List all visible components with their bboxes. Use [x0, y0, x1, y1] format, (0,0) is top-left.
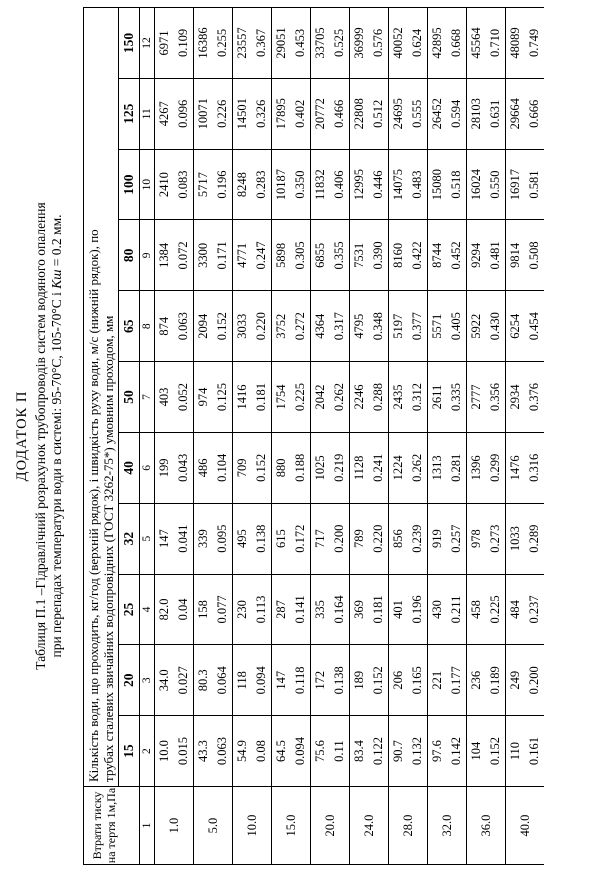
- flow-cell: 147: [155, 503, 175, 574]
- velocity-cell: 0.172: [291, 503, 311, 574]
- flow-cell: 1476: [506, 432, 526, 503]
- velocity-cell: 0.200: [525, 645, 544, 716]
- velocity-cell: 0.196: [213, 149, 233, 220]
- diameter-header-cell: 125: [119, 78, 140, 149]
- flow-cell: 3033: [233, 291, 253, 362]
- flow-cell: 2246: [350, 362, 370, 433]
- flow-cell: 4364: [311, 291, 331, 362]
- velocity-cell: 0.483: [408, 149, 428, 220]
- flow-cell: 48089: [506, 8, 526, 79]
- velocity-cell: 0.118: [291, 645, 311, 716]
- flow-cell: 335: [311, 574, 331, 645]
- velocity-cell: 0.710: [486, 8, 506, 79]
- velocity-cell: 0.453: [291, 8, 311, 79]
- velocity-cell: 0.094: [291, 716, 311, 787]
- velocity-cell: 0.164: [330, 574, 350, 645]
- velocity-cell: 0.043: [174, 432, 194, 503]
- column-number-cell: 3: [140, 645, 155, 716]
- flow-cell: 874: [155, 291, 175, 362]
- velocity-cell: 0.550: [486, 149, 506, 220]
- flow-cell: 104: [467, 716, 487, 787]
- flow-cell: 20772: [311, 78, 331, 149]
- flow-cell: 14075: [389, 149, 409, 220]
- flow-cell: 2435: [389, 362, 409, 433]
- flow-cell: 5898: [272, 220, 292, 291]
- flow-cell: 978: [467, 503, 487, 574]
- velocity-cell: 0.367: [252, 8, 272, 79]
- table-row-flow: [428, 8, 448, 865]
- flow-cell: 880: [272, 432, 292, 503]
- velocity-cell: 0.077: [213, 574, 233, 645]
- flow-cell: 2042: [311, 362, 331, 433]
- table-row-flow: [155, 8, 175, 865]
- flow-cell: 2094: [194, 291, 214, 362]
- table-row-flow: [311, 8, 331, 865]
- flow-cell: 10.0: [155, 716, 175, 787]
- flow-cell: 6971: [155, 8, 175, 79]
- flow-cell: 2934: [506, 362, 526, 433]
- velocity-cell: 0.350: [291, 149, 311, 220]
- column-number-cell: 1: [140, 787, 155, 865]
- flow-cell: 206: [389, 645, 409, 716]
- table-row-flow: [467, 8, 487, 865]
- velocity-cell: 0.247: [252, 220, 272, 291]
- velocity-cell: 0.402: [291, 78, 311, 149]
- flow-cell: 495: [233, 503, 253, 574]
- velocity-cell: 0.512: [369, 78, 389, 149]
- velocity-cell: 0.525: [330, 8, 350, 79]
- roughness-symbol: Кш: [49, 269, 64, 289]
- velocity-cell: 0.161: [525, 716, 544, 787]
- flow-cell: 10187: [272, 149, 292, 220]
- table-row-flow: [506, 8, 526, 865]
- velocity-cell: 0.125: [213, 362, 233, 433]
- column-number-cell: 6: [140, 432, 155, 503]
- flow-cell: 36999: [350, 8, 370, 79]
- pressure-loss-cell: 15.0: [272, 787, 311, 865]
- flow-cell: 45564: [467, 8, 487, 79]
- table-row-velocity: [447, 8, 467, 865]
- velocity-cell: 0.376: [525, 362, 544, 433]
- flow-cell: 5922: [467, 291, 487, 362]
- velocity-cell: 0.225: [291, 362, 311, 433]
- diameter-header-cell: 20: [119, 645, 140, 716]
- flow-cell: 1754: [272, 362, 292, 433]
- flow-cell: 1224: [389, 432, 409, 503]
- velocity-cell: 0.335: [447, 362, 467, 433]
- flow-cell: 9294: [467, 220, 487, 291]
- flow-cell: 8744: [428, 220, 448, 291]
- table-row-flow: [272, 8, 292, 865]
- caption-line-2-suffix: = 0.2 мм.: [49, 214, 64, 267]
- table-row-velocity: [525, 8, 544, 865]
- flow-description-line-2: трубах сталевих звичайних водопровідних (ГОСТ 3262-75*) умовним проходом, мм: [101, 315, 116, 782]
- velocity-cell: 0.283: [252, 149, 272, 220]
- flow-cell: 236: [467, 645, 487, 716]
- flow-cell: 97.6: [428, 716, 448, 787]
- velocity-cell: 0.220: [252, 291, 272, 362]
- pressure-loss-cell: 1.0: [155, 787, 194, 865]
- table-row-velocity: [252, 8, 272, 865]
- pressure-loss-cell: 36.0: [467, 787, 506, 865]
- velocity-cell: 0.181: [369, 574, 389, 645]
- title-block: [14, 0, 65, 872]
- velocity-cell: 0.555: [408, 78, 428, 149]
- table-row-velocity: [486, 8, 506, 865]
- flow-cell: 919: [428, 503, 448, 574]
- velocity-cell: 0.508: [525, 220, 544, 291]
- velocity-cell: 0.08: [252, 716, 272, 787]
- flow-cell: 221: [428, 645, 448, 716]
- flow-cell: 5571: [428, 291, 448, 362]
- flow-cell: 28103: [467, 78, 487, 149]
- flow-cell: 2410: [155, 149, 175, 220]
- velocity-cell: 0.189: [486, 645, 506, 716]
- diameter-header-cell: 150: [119, 8, 140, 79]
- flow-cell: 29051: [272, 8, 292, 79]
- flow-cell: 974: [194, 362, 214, 433]
- flow-cell: 110: [506, 716, 526, 787]
- flow-cell: 3752: [272, 291, 292, 362]
- table-caption-line-1: Таблиця П.1 –Гідравлічний розрахунок трубопроводів систем водяного опалення: [33, 202, 48, 670]
- velocity-cell: 0.171: [213, 220, 233, 291]
- velocity-cell: 0.141: [291, 574, 311, 645]
- pressure-loss-cell: 40.0: [506, 787, 545, 865]
- flow-cell: 118: [233, 645, 253, 716]
- velocity-cell: 0.220: [369, 503, 389, 574]
- flow-cell: 1025: [311, 432, 331, 503]
- velocity-cell: 0.749: [525, 8, 544, 79]
- velocity-cell: 0.317: [330, 291, 350, 362]
- flow-cell: 9814: [506, 220, 526, 291]
- flow-cell: 1033: [506, 503, 526, 574]
- velocity-cell: 0.165: [408, 645, 428, 716]
- table-row-flow: [350, 8, 370, 865]
- flow-cell: 789: [350, 503, 370, 574]
- velocity-cell: 0.430: [486, 291, 506, 362]
- velocity-cell: 0.152: [252, 432, 272, 503]
- velocity-cell: 0.406: [330, 149, 350, 220]
- diameter-header-cell: 15: [119, 716, 140, 787]
- flow-cell: 199: [155, 432, 175, 503]
- diameter-row: [119, 8, 140, 865]
- flow-cell: 40052: [389, 8, 409, 79]
- flow-cell: 26452: [428, 78, 448, 149]
- velocity-cell: 0.281: [447, 432, 467, 503]
- velocity-cell: 0.027: [174, 645, 194, 716]
- flow-cell: 369: [350, 574, 370, 645]
- velocity-cell: 0.138: [330, 645, 350, 716]
- table-row-velocity: [369, 8, 389, 865]
- flow-cell: 33705: [311, 8, 331, 79]
- velocity-cell: 0.237: [525, 574, 544, 645]
- flow-cell: 2611: [428, 362, 448, 433]
- pressure-loss-header: Втрати тиску на тертя 1м,Па: [84, 787, 140, 865]
- flow-cell: 856: [389, 503, 409, 574]
- table-caption-line-2: [49, 0, 65, 872]
- flow-cell: 16917: [506, 149, 526, 220]
- flow-cell: 717: [311, 503, 331, 574]
- velocity-cell: 0.356: [486, 362, 506, 433]
- flow-cell: 8160: [389, 220, 409, 291]
- flow-cell: 14501: [233, 78, 253, 149]
- flow-cell: 484: [506, 574, 526, 645]
- velocity-cell: 0.064: [213, 645, 233, 716]
- flow-description-line-1: Кількість води, що проходить, кг/год (верхній рядок), і швидкість руху води, м/с (нижній рядок), по: [86, 229, 101, 782]
- column-number-cell: 2: [140, 716, 155, 787]
- flow-cell: 7531: [350, 220, 370, 291]
- velocity-cell: 0.581: [525, 149, 544, 220]
- flow-cell: 23557: [233, 8, 253, 79]
- pressure-loss-cell: 10.0: [233, 787, 272, 865]
- flow-cell: 6254: [506, 291, 526, 362]
- pressure-loss-cell: 24.0: [350, 787, 389, 865]
- velocity-cell: 0.04: [174, 574, 194, 645]
- table-row-flow: [389, 8, 409, 865]
- flow-cell: 11832: [311, 149, 331, 220]
- velocity-cell: 0.631: [486, 78, 506, 149]
- flow-cell: 486: [194, 432, 214, 503]
- diameter-header-cell: 65: [119, 291, 140, 362]
- flow-cell: 17895: [272, 78, 292, 149]
- velocity-cell: 0.576: [369, 8, 389, 79]
- diameter-header-cell: 25: [119, 574, 140, 645]
- velocity-cell: 0.015: [174, 716, 194, 787]
- velocity-cell: 0.138: [252, 503, 272, 574]
- column-number-cell: 11: [140, 78, 155, 149]
- velocity-cell: 0.377: [408, 291, 428, 362]
- flow-cell: 709: [233, 432, 253, 503]
- velocity-cell: 0.316: [525, 432, 544, 503]
- flow-cell: 458: [467, 574, 487, 645]
- flow-cell: 54.9: [233, 716, 253, 787]
- flow-cell: 615: [272, 503, 292, 574]
- table-row-velocity: [330, 8, 350, 865]
- velocity-cell: 0.666: [525, 78, 544, 149]
- velocity-cell: 0.305: [291, 220, 311, 291]
- velocity-cell: 0.446: [369, 149, 389, 220]
- flow-cell: 249: [506, 645, 526, 716]
- flow-cell: 12995: [350, 149, 370, 220]
- table-row-flow: [194, 8, 214, 865]
- flow-cell: 75.6: [311, 716, 331, 787]
- velocity-cell: 0.052: [174, 362, 194, 433]
- flow-cell: 401: [389, 574, 409, 645]
- velocity-cell: 0.289: [525, 503, 544, 574]
- velocity-cell: 0.624: [408, 8, 428, 79]
- velocity-cell: 0.226: [213, 78, 233, 149]
- velocity-cell: 0.326: [252, 78, 272, 149]
- velocity-cell: 0.273: [486, 503, 506, 574]
- flow-cell: 4795: [350, 291, 370, 362]
- diameter-header-cell: 80: [119, 220, 140, 291]
- flow-cell: 10071: [194, 78, 214, 149]
- flow-cell: 230: [233, 574, 253, 645]
- velocity-cell: 0.177: [447, 645, 467, 716]
- velocity-cell: 0.181: [252, 362, 272, 433]
- column-number-cell: 12: [140, 8, 155, 79]
- velocity-cell: 0.132: [408, 716, 428, 787]
- flow-cell: 29664: [506, 78, 526, 149]
- flow-cell: 172: [311, 645, 331, 716]
- flow-cell: 189: [350, 645, 370, 716]
- flow-cell: 430: [428, 574, 448, 645]
- diameter-header-cell: 32: [119, 503, 140, 574]
- velocity-cell: 0.083: [174, 149, 194, 220]
- column-number-cell: 4: [140, 574, 155, 645]
- flow-cell: 339: [194, 503, 214, 574]
- flow-cell: 2777: [467, 362, 487, 433]
- velocity-cell: 0.041: [174, 503, 194, 574]
- pressure-loss-cell: 20.0: [311, 787, 350, 865]
- flow-cell: 16386: [194, 8, 214, 79]
- velocity-cell: 0.063: [213, 716, 233, 787]
- flow-cell: 22808: [350, 78, 370, 149]
- flow-cell: 158: [194, 574, 214, 645]
- hydraulic-table: [83, 7, 544, 865]
- pressure-loss-cell: 28.0: [389, 787, 428, 865]
- appendix-title: ДОДАТОК П: [14, 390, 30, 482]
- velocity-cell: 0.152: [486, 716, 506, 787]
- velocity-cell: 0.594: [447, 78, 467, 149]
- flow-cell: 1128: [350, 432, 370, 503]
- velocity-cell: 0.188: [291, 432, 311, 503]
- table-row-flow: [233, 8, 253, 865]
- velocity-cell: 0.257: [447, 503, 467, 574]
- velocity-cell: 0.348: [369, 291, 389, 362]
- flow-cell: 4771: [233, 220, 253, 291]
- column-number-cell: 10: [140, 149, 155, 220]
- velocity-cell: 0.11: [330, 716, 350, 787]
- velocity-cell: 0.518: [447, 149, 467, 220]
- velocity-cell: 0.422: [408, 220, 428, 291]
- table-body: [155, 8, 545, 865]
- velocity-cell: 0.225: [486, 574, 506, 645]
- flow-cell: 42895: [428, 8, 448, 79]
- velocity-cell: 0.239: [408, 503, 428, 574]
- diameter-header-cell: 100: [119, 149, 140, 220]
- caption-line-2-prefix: при перепадах температури води в системі: 95-70°С, 105-70°С і: [49, 292, 64, 658]
- flow-description-header: [84, 8, 119, 787]
- velocity-cell: 0.262: [408, 432, 428, 503]
- flow-cell: 1313: [428, 432, 448, 503]
- velocity-cell: 0.152: [369, 645, 389, 716]
- flow-cell: 147: [272, 645, 292, 716]
- velocity-cell: 0.481: [486, 220, 506, 291]
- velocity-cell: 0.109: [174, 8, 194, 79]
- pressure-loss-cell: 5.0: [194, 787, 233, 865]
- velocity-cell: 0.211: [447, 574, 467, 645]
- velocity-cell: 0.219: [330, 432, 350, 503]
- table-row-velocity: [291, 8, 311, 865]
- flow-cell: 5717: [194, 149, 214, 220]
- velocity-cell: 0.272: [291, 291, 311, 362]
- flow-cell: 3300: [194, 220, 214, 291]
- flow-cell: 34.0: [155, 645, 175, 716]
- velocity-cell: 0.104: [213, 432, 233, 503]
- flow-cell: 64.5: [272, 716, 292, 787]
- flow-cell: 4267: [155, 78, 175, 149]
- velocity-cell: 0.152: [213, 291, 233, 362]
- velocity-cell: 0.142: [447, 716, 467, 787]
- velocity-cell: 0.454: [525, 291, 544, 362]
- velocity-cell: 0.122: [369, 716, 389, 787]
- velocity-cell: 0.095: [213, 503, 233, 574]
- velocity-cell: 0.299: [486, 432, 506, 503]
- flow-cell: 1396: [467, 432, 487, 503]
- column-number-cell: 9: [140, 220, 155, 291]
- flow-cell: 82.0: [155, 574, 175, 645]
- table-row-velocity: [174, 8, 194, 865]
- velocity-cell: 0.096: [174, 78, 194, 149]
- velocity-cell: 0.255: [213, 8, 233, 79]
- diameter-header-cell: 50: [119, 362, 140, 433]
- table-header: [84, 8, 155, 865]
- flow-cell: 6855: [311, 220, 331, 291]
- flow-cell: 24695: [389, 78, 409, 149]
- flow-cell: 83.4: [350, 716, 370, 787]
- flow-cell: 1384: [155, 220, 175, 291]
- flow-cell: 1416: [233, 362, 253, 433]
- flow-cell: 15080: [428, 149, 448, 220]
- column-number-cell: 7: [140, 362, 155, 433]
- velocity-cell: 0.072: [174, 220, 194, 291]
- flow-cell: 5197: [389, 291, 409, 362]
- velocity-cell: 0.113: [252, 574, 272, 645]
- velocity-cell: 0.094: [252, 645, 272, 716]
- velocity-cell: 0.063: [174, 291, 194, 362]
- column-number-row: [140, 8, 155, 865]
- velocity-cell: 0.262: [330, 362, 350, 433]
- velocity-cell: 0.196: [408, 574, 428, 645]
- table-row-velocity: [408, 8, 428, 865]
- velocity-cell: 0.452: [447, 220, 467, 291]
- pressure-loss-cell: 32.0: [428, 787, 467, 865]
- velocity-cell: 0.288: [369, 362, 389, 433]
- velocity-cell: 0.241: [369, 432, 389, 503]
- column-number-cell: 8: [140, 291, 155, 362]
- velocity-cell: 0.405: [447, 291, 467, 362]
- flow-cell: 43.3: [194, 716, 214, 787]
- velocity-cell: 0.390: [369, 220, 389, 291]
- flow-cell: 90.7: [389, 716, 409, 787]
- flow-cell: 287: [272, 574, 292, 645]
- velocity-cell: 0.668: [447, 8, 467, 79]
- velocity-cell: 0.200: [330, 503, 350, 574]
- velocity-cell: 0.312: [408, 362, 428, 433]
- flow-cell: 403: [155, 362, 175, 433]
- diameter-header-cell: 40: [119, 432, 140, 503]
- velocity-cell: 0.466: [330, 78, 350, 149]
- velocity-cell: 0.355: [330, 220, 350, 291]
- table-row-velocity: [213, 8, 233, 865]
- flow-cell: 16024: [467, 149, 487, 220]
- flow-cell: 8248: [233, 149, 253, 220]
- column-number-cell: 5: [140, 503, 155, 574]
- flow-cell: 80.3: [194, 645, 214, 716]
